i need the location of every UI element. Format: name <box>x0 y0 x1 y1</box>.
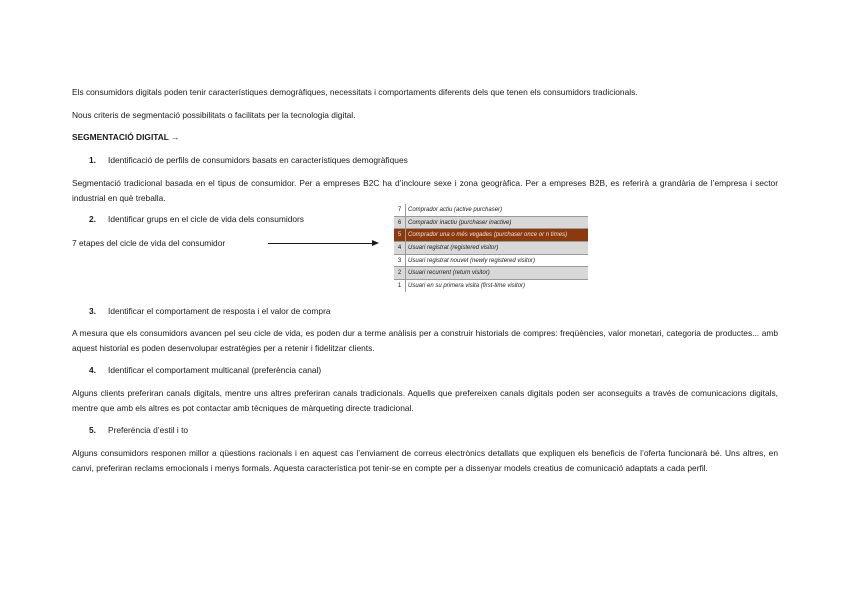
table-row <box>394 242 588 255</box>
item5-paragraph: Alguns consumidors responen millor a qüestions racionals i en aquest cas l’enviament de correus electrònics detallats que expliquen els beneficis de l’oferta funcionarà bé. Uns altres, en canvi, preferiran reclams emocionals i menys formals. Aquesta característica pot tenir-se en compte per a dissenyar models creatius de comunicació adaptats a cada perfil. <box>72 448 778 473</box>
item1-paragraph: Segmentació tradicional basada en el tipus de consumidor. Per a empreses B2C ha d’incloure sexe i zona geogràfica. Per a empreses B2B, es referirà a grandària de l’empresa i sector industrial en què treballa. <box>72 178 778 203</box>
list-item-5 <box>89 424 188 436</box>
lifecycle-label: 7 etapes del cicle de vida del consumidor <box>72 238 226 248</box>
list-number: 5. <box>89 425 96 435</box>
list-item-3 <box>89 305 331 317</box>
table-row <box>394 267 588 280</box>
list-item-4 <box>89 364 321 376</box>
stage-number: 4 <box>394 242 406 255</box>
list-number: 2. <box>89 214 96 224</box>
section-heading: SEGMENTACIÓ DIGITAL → <box>72 132 180 142</box>
item3-paragraph: A mesura que els consumidors avancen pel seu cicle de vida, es poden dur a terme anàlisis per a construir historials de compres: freqüències, valor monetari, categoria de productes... amb aquest historial es poden desenvolupar estratègies per a retenir i fidelitzar clients. <box>72 328 778 353</box>
stage-number: 5 <box>394 229 406 242</box>
stage-label: Comprador inactiu (purchaser inactive) <box>406 216 589 229</box>
list-number: 3. <box>89 306 96 316</box>
stage-label: Usuari registrat (registered visitor) <box>406 242 589 255</box>
table-row-highlighted <box>394 229 588 242</box>
list-item-1 <box>89 154 408 166</box>
stage-number: 2 <box>394 267 406 280</box>
list-item-label: Identificar el comportament multicanal (preferència canal) <box>108 365 322 375</box>
list-item-label: Identificar grups en el cicle de vida dels consumidors <box>108 214 304 224</box>
list-number: 1. <box>89 155 96 165</box>
table-row <box>394 254 588 267</box>
stage-label: Comprador actiu (active purchaser) <box>406 204 589 216</box>
stage-number: 3 <box>394 254 406 267</box>
arrow-head-icon <box>372 240 379 246</box>
stage-number: 7 <box>394 204 406 216</box>
lifecycle-table <box>394 204 588 292</box>
stage-label: Comprador una o més vegades (purchaser once or n times) <box>406 229 589 242</box>
stage-label: Usuari en su primera visita (first-time visitor) <box>408 282 526 289</box>
list-item-label: Preferència d’estil i to <box>108 425 189 435</box>
list-item-2 <box>89 213 304 225</box>
intro-paragraph: Els consumidors digitals poden tenir característiques demogràfiques, necessitats i comportaments diferents dels que tenen els consumidors tradicionals. <box>72 87 638 97</box>
list-number: 4. <box>89 365 96 375</box>
list-item-label: Identificació de perfils de consumidors basats en característiques demogràfiques <box>108 155 408 165</box>
arrow-line <box>268 243 374 244</box>
stage-label: Usuari recurrent (return visitor) <box>406 267 589 280</box>
stage-label: Usuari registrat nouvet (newly registered visitor) <box>406 254 589 267</box>
table-row <box>394 216 588 229</box>
stage-number: 1 <box>394 280 406 292</box>
criteria-paragraph: Nous criteris de segmentació possibilitats o facilitats per la tecnologia digital. <box>72 110 356 120</box>
list-item-label: Identificar el comportament de resposta i el valor de compra <box>108 306 331 316</box>
item4-paragraph: Alguns clients preferiran canals digitals, mentre uns altres preferiran canals tradicionals. Aquells que prefereixen canals digitals poden ser aconseguits a través de comunicacions digitals, mentre que amb els altres es pot contactar amb tècniques de màrqueting directe tradicional. <box>72 388 778 413</box>
stage-number: 6 <box>394 216 406 229</box>
table-row <box>394 280 588 292</box>
table-row <box>394 204 588 216</box>
